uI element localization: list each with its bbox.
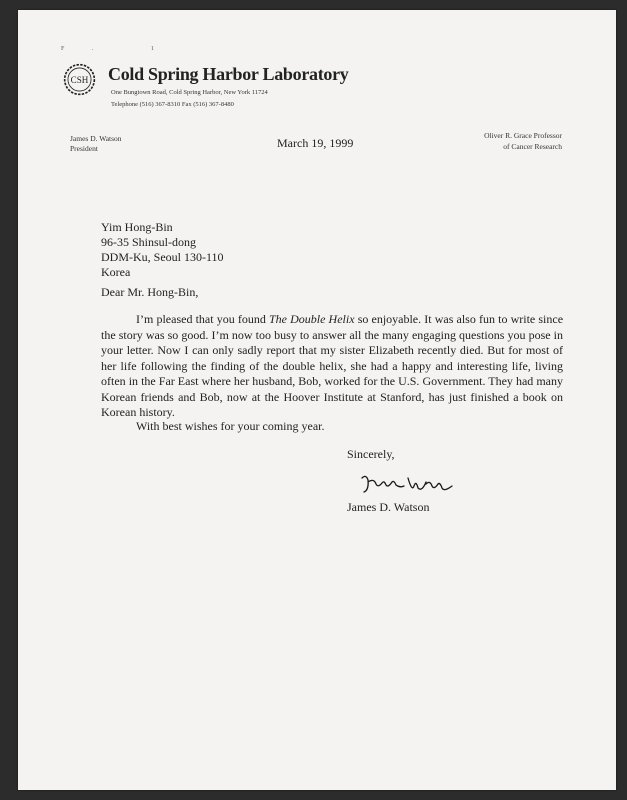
recipient-line: Korea	[101, 265, 131, 279]
organization-address: One Bungtown Road, Cold Spring Harbor, New York 11724	[111, 89, 268, 96]
letter-sheet	[18, 10, 616, 790]
closing-wish: With best wishes for your coming year.	[136, 419, 325, 433]
sign-off: Sincerely,	[347, 447, 395, 461]
signer-name: James D. Watson	[347, 500, 430, 514]
body-rest: so enjoyable. It was also fun to write since the story was so good. I’m now too busy to answer all the many engaging questions you pose in your letter. Now I can only sadly report that my sister Elizabeth recently died. But for most of her life following the finding of the double helix, she had a happy and interesting life, living often in the Far East where her husband, Bob, worked for the U.S. Government. They had many Korean friends and Bob, now at the Hoover Institute at Stanford, has just finished a book on Korean history.	[101, 312, 564, 419]
letter-date: March 19, 1999	[277, 136, 354, 150]
logo-text: CSH	[70, 74, 89, 85]
recipient-line: 96-35 Shinsul-dong	[101, 235, 197, 249]
president-title: President	[70, 144, 98, 153]
salutation: Dear Mr. Hong-Bin,	[101, 285, 199, 299]
book-title: The Double Helix	[268, 312, 355, 326]
handwritten-signature	[356, 468, 456, 502]
csh-logo	[63, 63, 96, 96]
professorship-title-2: of Cancer Research	[503, 142, 562, 151]
corner-marks: F. 1	[61, 46, 182, 52]
president-name: James D. Watson	[70, 134, 122, 143]
recipient-address	[101, 220, 224, 280]
letter-body	[101, 312, 563, 421]
organization-name: Cold Spring Harbor Laboratory	[108, 64, 349, 84]
organization-telephone: Telephone (516) 367-8310 Fax (516) 367-8480	[111, 101, 234, 108]
body-start: I’m pleased that you found	[136, 312, 266, 326]
recipient-line: DDM-Ku, Seoul 130-110	[101, 250, 224, 264]
professorship-title-1: Oliver R. Grace Professor	[484, 131, 562, 140]
recipient-line: Yim Hong-Bin	[101, 220, 173, 234]
